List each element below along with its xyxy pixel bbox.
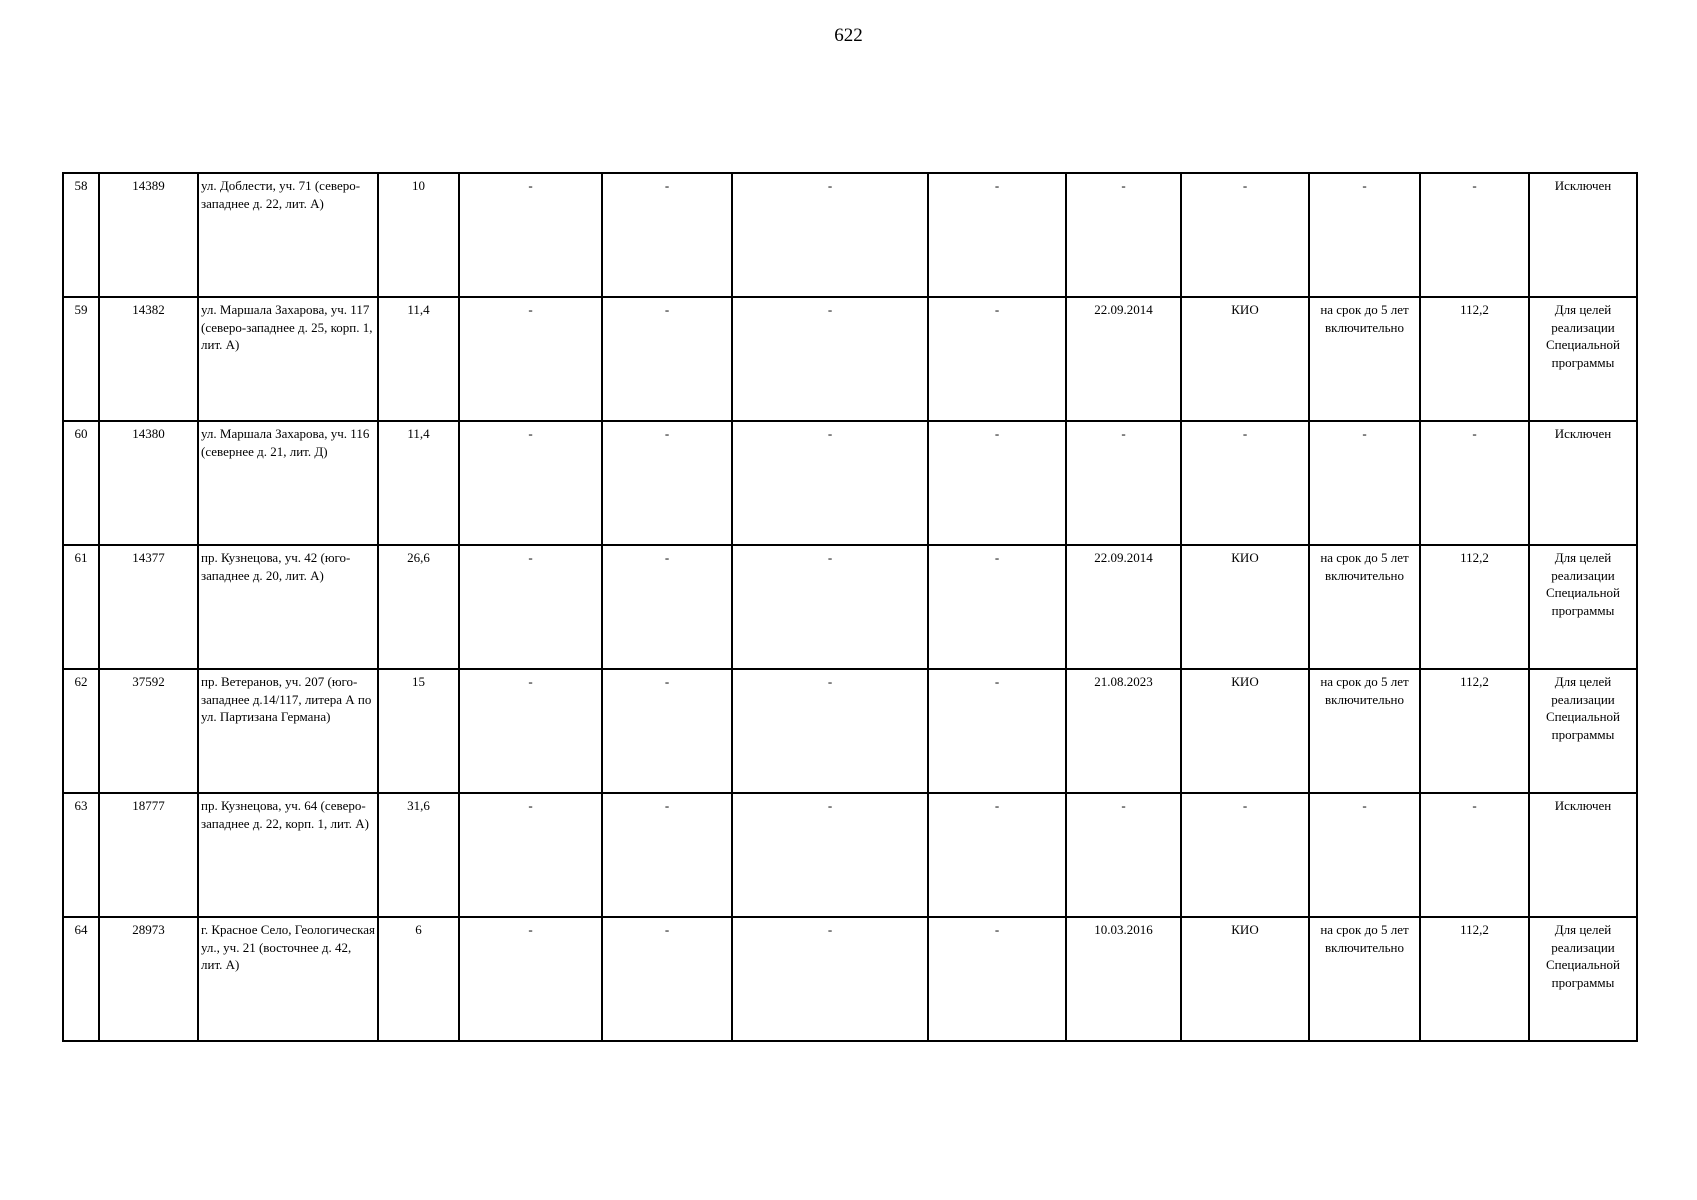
object-id: 14389 [99,173,198,297]
cell-6: - [602,297,732,421]
status: Исключен [1529,421,1637,545]
cell-8: - [928,793,1066,917]
value: - [1420,421,1529,545]
table-row [63,669,1637,793]
cell-8: - [928,173,1066,297]
table-row [63,421,1637,545]
cell-5: - [459,297,602,421]
term: - [1309,793,1420,917]
object-id: 14380 [99,421,198,545]
row-number: 61 [63,545,99,669]
address: пр. Кузнецова, уч. 42 (юго-западнее д. 20, лит. А) [198,545,378,669]
cell-5: - [459,545,602,669]
address: ул. Маршала Захарова, уч. 116 (севернее д. 21, лит. Д) [198,421,378,545]
table-row [63,917,1637,1041]
object-id: 14377 [99,545,198,669]
date: 22.09.2014 [1066,297,1181,421]
object-id: 18777 [99,793,198,917]
row-number: 59 [63,297,99,421]
date: 21.08.2023 [1066,669,1181,793]
table-row [63,297,1637,421]
cell-8: - [928,669,1066,793]
cell-7: - [732,173,928,297]
organization: - [1181,421,1309,545]
area: 26,6 [378,545,459,669]
address: ул. Доблести, уч. 71 (северо-западнее д. 22, лит. А) [198,173,378,297]
area: 31,6 [378,793,459,917]
row-number: 63 [63,793,99,917]
date: 10.03.2016 [1066,917,1181,1041]
area: 10 [378,173,459,297]
value: 112,2 [1420,669,1529,793]
table-row [63,793,1637,917]
value: 112,2 [1420,297,1529,421]
organization: - [1181,793,1309,917]
status: Исключен [1529,793,1637,917]
status: Для целей реализации Специальной программы [1529,917,1637,1041]
cell-8: - [928,545,1066,669]
organization: - [1181,173,1309,297]
date: - [1066,421,1181,545]
status: Исключен [1529,173,1637,297]
registry-table [62,172,1638,1042]
organization: КИО [1181,297,1309,421]
value: 112,2 [1420,917,1529,1041]
area: 11,4 [378,297,459,421]
cell-7: - [732,917,928,1041]
cell-5: - [459,421,602,545]
cell-6: - [602,669,732,793]
status: Для целей реализации Специальной программы [1529,297,1637,421]
date: 22.09.2014 [1066,545,1181,669]
term: - [1309,421,1420,545]
cell-6: - [602,793,732,917]
cell-5: - [459,669,602,793]
table-row [63,173,1637,297]
cell-7: - [732,421,928,545]
cell-6: - [602,421,732,545]
term: на срок до 5 лет включительно [1309,669,1420,793]
cell-5: - [459,173,602,297]
object-id: 37592 [99,669,198,793]
address: г. Красное Село, Геологическая ул., уч. 21 (восточнее д. 42, лит. А) [198,917,378,1041]
object-id: 14382 [99,297,198,421]
date: - [1066,173,1181,297]
area: 11,4 [378,421,459,545]
organization: КИО [1181,917,1309,1041]
row-number: 62 [63,669,99,793]
term: на срок до 5 лет включительно [1309,545,1420,669]
row-number: 58 [63,173,99,297]
term: на срок до 5 лет включительно [1309,297,1420,421]
row-number: 64 [63,917,99,1041]
status: Для целей реализации Специальной программы [1529,545,1637,669]
organization: КИО [1181,545,1309,669]
cell-6: - [602,173,732,297]
area: 6 [378,917,459,1041]
object-id: 28973 [99,917,198,1041]
area: 15 [378,669,459,793]
date: - [1066,793,1181,917]
page-number: 622 [834,25,863,46]
cell-7: - [732,793,928,917]
value: - [1420,173,1529,297]
cell-8: - [928,917,1066,1041]
term: - [1309,173,1420,297]
cell-7: - [732,297,928,421]
value: 112,2 [1420,545,1529,669]
cell-8: - [928,297,1066,421]
table-row [63,545,1637,669]
cell-7: - [732,669,928,793]
row-number: 60 [63,421,99,545]
address: пр. Ветеранов, уч. 207 (юго-западнее д.14/117, литера А по ул. Партизана Германа) [198,669,378,793]
term: на срок до 5 лет включительно [1309,917,1420,1041]
cell-7: - [732,545,928,669]
cell-6: - [602,917,732,1041]
status: Для целей реализации Специальной программы [1529,669,1637,793]
organization: КИО [1181,669,1309,793]
address: ул. Маршала Захарова, уч. 117 (северо-западнее д. 25, корп. 1, лит. А) [198,297,378,421]
value: - [1420,793,1529,917]
cell-5: - [459,793,602,917]
address: пр. Кузнецова, уч. 64 (северо-западнее д. 22, корп. 1, лит. А) [198,793,378,917]
cell-5: - [459,917,602,1041]
cell-6: - [602,545,732,669]
cell-8: - [928,421,1066,545]
